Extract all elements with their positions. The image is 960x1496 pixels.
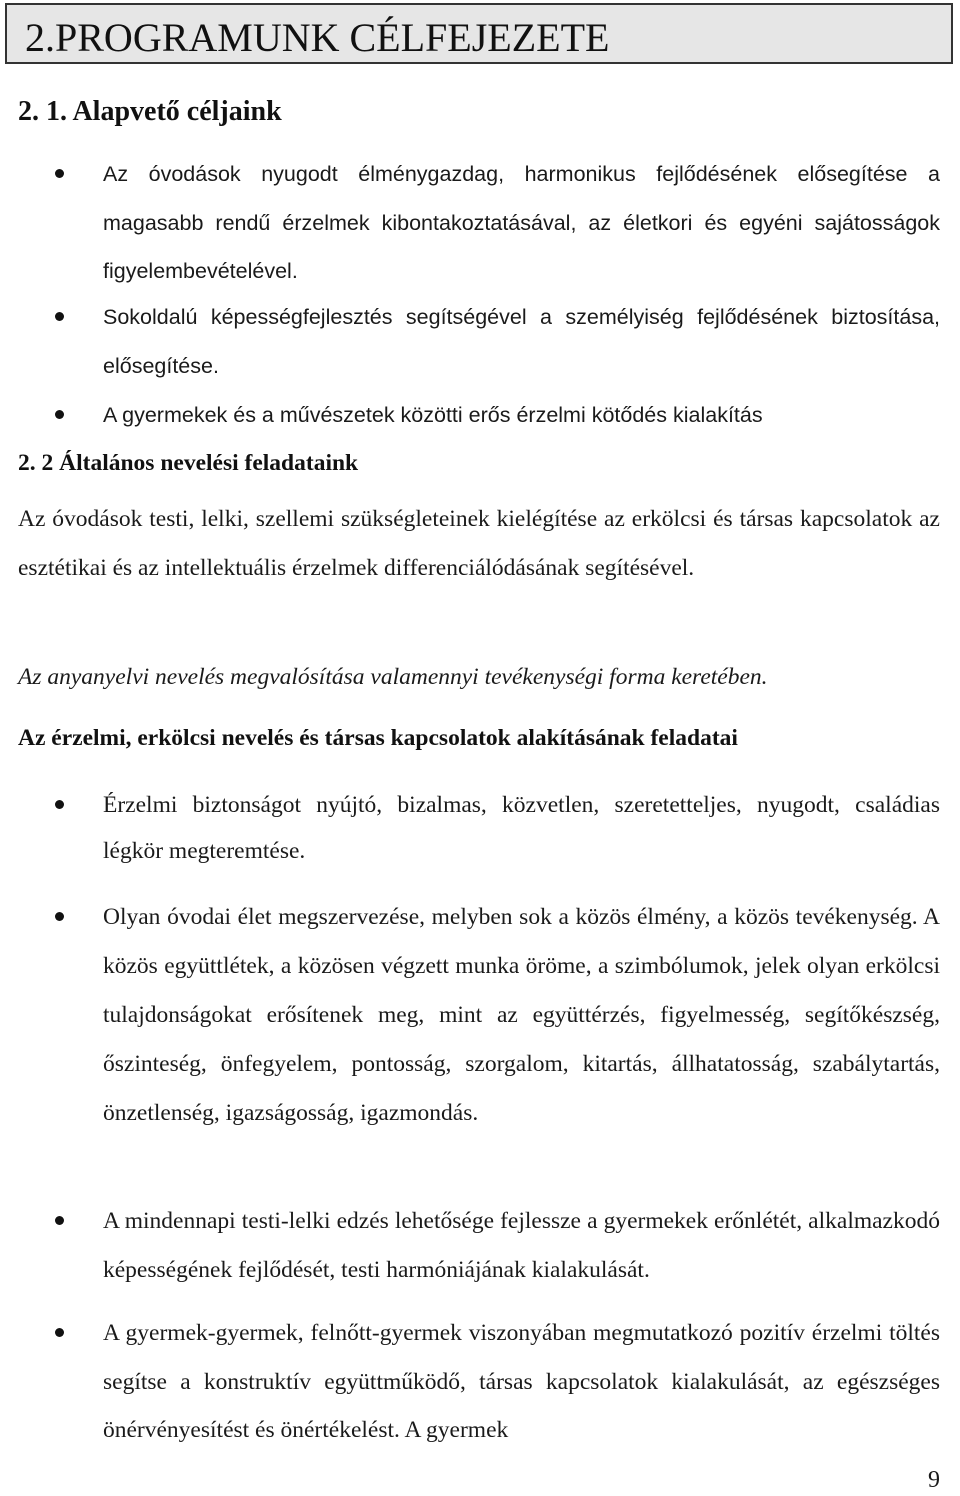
- list-item-text: A mindennapi testi-lelki edzés lehetősége fejlessze a gyermekek erőnlétét, alkalmazkodó képességének fejlődését, testi harmóniájának kialakulását.: [103, 1208, 940, 1283]
- bullet-icon: [55, 912, 64, 921]
- section-2-italic-line: Az anyanyelvi nevelés megvalósítása valamennyi tevékenységi forma keretében.: [18, 664, 768, 690]
- bullet-icon: [55, 410, 64, 419]
- section-3-heading: Az érzelmi, erkölcsi nevelés és társas kapcsolatok alakításának feladatai: [18, 725, 738, 751]
- chapter-title-box: [5, 3, 953, 64]
- bullet-icon: [55, 1328, 64, 1337]
- bullet-icon: [55, 1216, 64, 1225]
- section-1-heading: 2. 1. Alapvető céljaink: [18, 96, 282, 127]
- page-number: 9: [928, 1467, 940, 1493]
- bullet-icon: [55, 800, 64, 809]
- list-item-text: Érzelmi biztonságot nyújtó, bizalmas, közvetlen, szeretetteljes, nyugodt, családias légkör megteremtése.: [103, 792, 940, 864]
- list-item-text: A gyermekek és a művészetek közötti erős érzelmi kötődés kialakítás: [103, 403, 763, 427]
- section-2-paragraph: Az óvodások testi, lelki, szellemi szükségleteinek kielégítése az erkölcsi és társas kapcsolatok az esztétikai és az intellektuális érzelmek differenciálódásának segítésével.: [18, 506, 940, 581]
- bullet-icon: [55, 312, 64, 321]
- bullet-icon: [55, 169, 64, 178]
- list-item-text: Olyan óvodai élet megszervezése, melyben sok a közös élmény, a közös tevékenység. A közös együttlétek, a közösen végzett munka öröme, a szimbólumok, jelek olyan erkölcsi tulajdonságokat erősítenek meg, mint az együttérzés, figyelmesség, segítőkészség, őszinteség, önfegyelem, pontosság, szorgalom, kitartás, állhatatosság, szabálytartás, önzetlenség, igazságosság, igazmondás.: [103, 904, 940, 1126]
- chapter-title: 2.PROGRAMUNK CÉLFEJEZETE: [25, 15, 610, 60]
- list-item-text: Az óvodások nyugodt élménygazdag, harmonikus fejlődésének elősegítése a magasabb rendű érzelmek kibontakoztatásával, az életkori és egyéni sajátosságok figyelembevételével.: [103, 162, 940, 283]
- list-item-text: A gyermek-gyermek, felnőtt-gyermek viszonyában megmutatkozó pozitív érzelmi töltés segítse a konstruktív együttműködő, társas kapcsolatok kialakulását, az egészséges önérvényesítést és önértékelést. A gyermek: [103, 1320, 940, 1443]
- list-item-text: Sokoldalú képességfejlesztés segítségével a személyiség fejlődésének biztosítása, elősegítése.: [103, 305, 940, 378]
- section-2-heading: 2. 2 Általános nevelési feladataink: [18, 450, 359, 476]
